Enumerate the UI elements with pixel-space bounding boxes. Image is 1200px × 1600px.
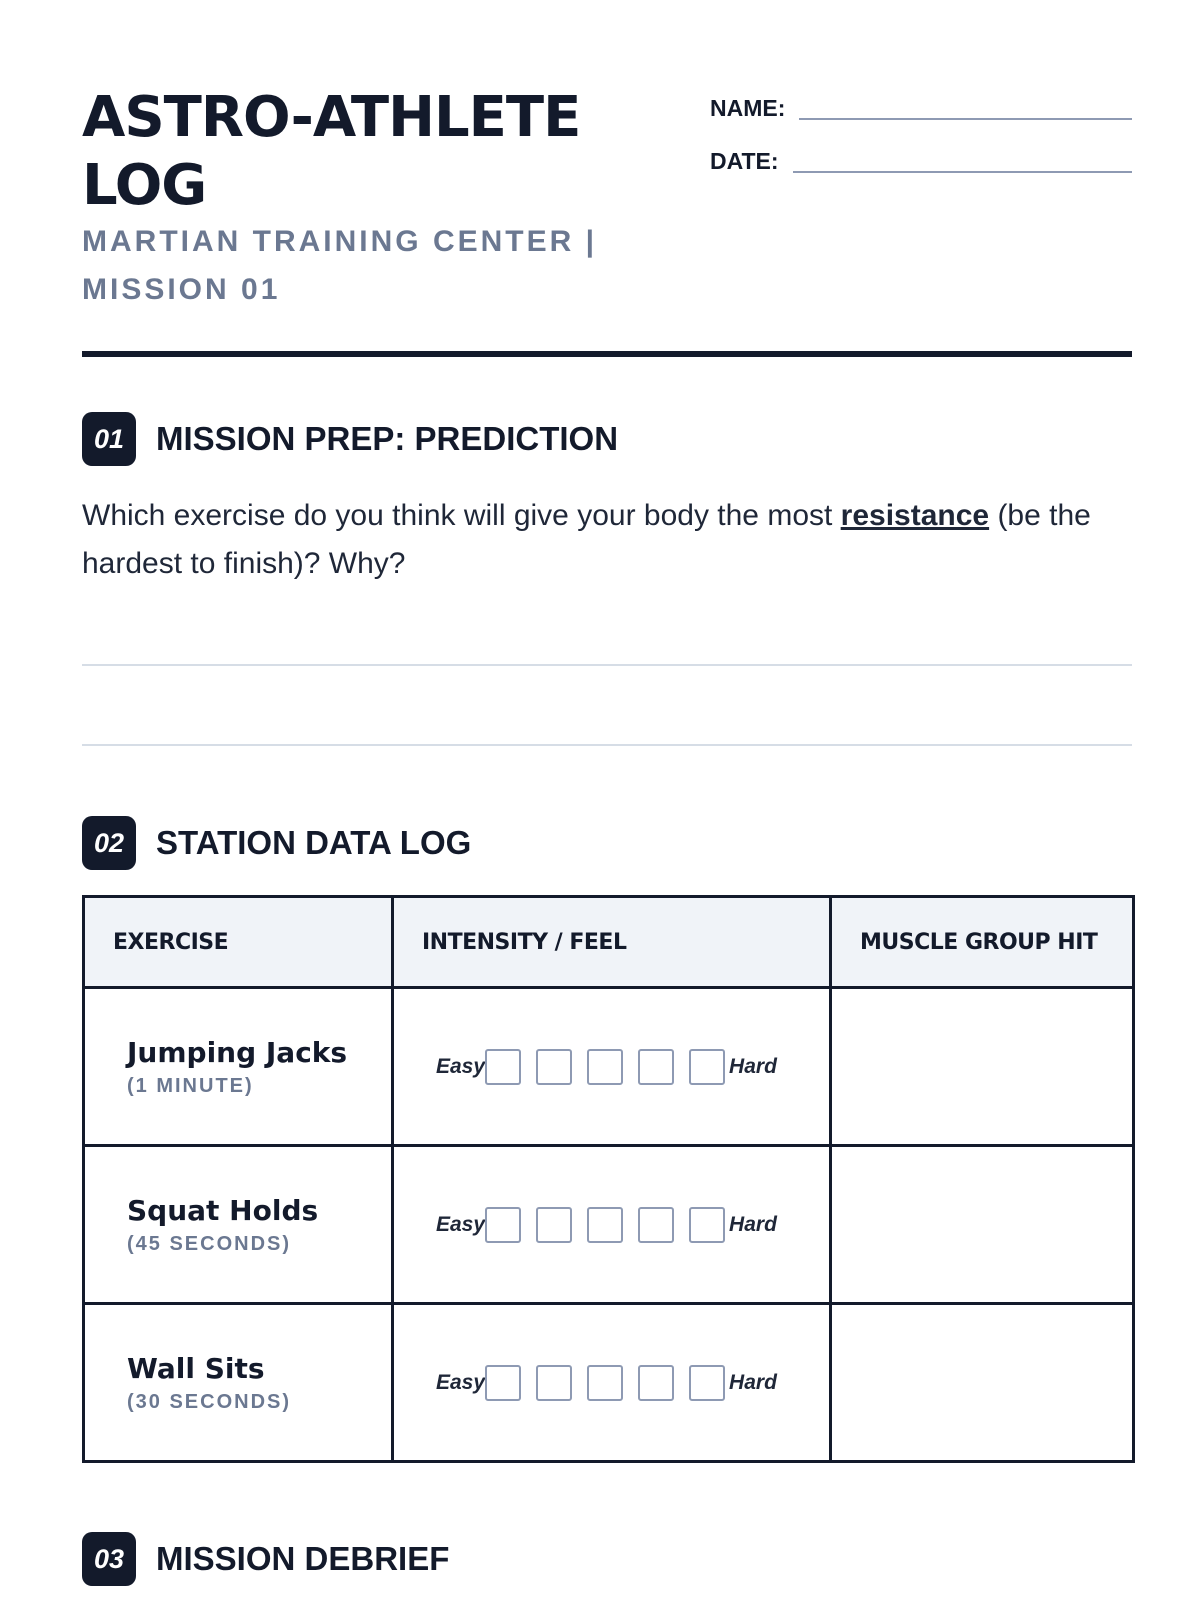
section-number-badge: 02 <box>82 816 136 870</box>
name-field[interactable] <box>710 82 1132 122</box>
scale-easy-label: Easy <box>436 1370 486 1394</box>
exercise-name: Jumping Jacks <box>127 1036 348 1069</box>
muscle-group-cell[interactable] <box>831 1304 1134 1462</box>
intensity-checkbox[interactable] <box>638 1207 674 1243</box>
header-divider <box>82 351 1132 357</box>
table-row <box>84 1146 1134 1304</box>
intensity-checkbox[interactable] <box>689 1365 725 1401</box>
table-row <box>84 988 1134 1146</box>
muscle-group-cell[interactable] <box>831 988 1134 1146</box>
intensity-scale <box>394 1207 829 1243</box>
intensity-checkbox[interactable] <box>536 1365 572 1401</box>
title-line-1: ASTRO-ATHLETE <box>82 85 581 150</box>
answer-line[interactable] <box>82 664 1132 666</box>
prediction-prompt <box>82 492 1132 588</box>
intensity-scale <box>394 1365 829 1401</box>
title-line-2: LOG <box>82 153 207 218</box>
worksheet-header <box>82 0 1132 360</box>
station-data-table <box>82 895 1135 1463</box>
intensity-checkbox[interactable] <box>536 1049 572 1085</box>
intensity-checkbox[interactable] <box>638 1049 674 1085</box>
exercise-cell <box>84 988 393 1146</box>
date-field[interactable] <box>710 135 1132 175</box>
scale-hard-label: Hard <box>729 1370 777 1394</box>
section-data-log-header <box>82 816 471 870</box>
date-line[interactable] <box>793 170 1132 173</box>
intensity-checkbox[interactable] <box>485 1049 521 1085</box>
exercise-cell <box>84 1146 393 1304</box>
intensity-checkbox[interactable] <box>587 1207 623 1243</box>
exercise-duration: (45 SECONDS) <box>127 1233 292 1255</box>
name-label: NAME: <box>710 95 786 121</box>
section-number-badge: 01 <box>82 412 136 466</box>
column-header-exercise: EXERCISE <box>84 897 393 988</box>
section-prediction-header <box>82 412 618 466</box>
column-header-muscle-group: MUSCLE GROUP HIT <box>831 897 1134 988</box>
intensity-checkbox[interactable] <box>587 1049 623 1085</box>
scale-hard-label: Hard <box>729 1054 777 1078</box>
scale-hard-label: Hard <box>729 1212 777 1236</box>
intensity-checkbox[interactable] <box>485 1207 521 1243</box>
date-label: DATE: <box>710 148 779 174</box>
page-title <box>82 84 642 220</box>
prompt-keyword: resistance <box>840 499 990 532</box>
column-header-intensity: INTENSITY / FEEL <box>393 897 831 988</box>
scale-easy-label: Easy <box>436 1212 486 1236</box>
subtitle-line-2: MISSION 01 <box>82 273 281 306</box>
scale-easy-label: Easy <box>436 1054 486 1078</box>
section-title: STATION DATA LOG <box>156 824 472 861</box>
section-debrief-header <box>82 1532 449 1586</box>
intensity-checkbox[interactable] <box>536 1207 572 1243</box>
subtitle-line-1: MARTIAN TRAINING CENTER | <box>82 225 598 258</box>
intensity-cell <box>393 1146 831 1304</box>
exercise-cell <box>84 1304 393 1462</box>
intensity-scale <box>394 1049 829 1085</box>
answer-line[interactable] <box>82 744 1132 746</box>
table-row <box>84 1304 1134 1462</box>
muscle-group-cell[interactable] <box>831 1146 1134 1304</box>
exercise-duration: (1 MINUTE) <box>127 1075 254 1097</box>
exercise-duration: (30 SECONDS) <box>127 1391 292 1413</box>
page-subtitle <box>82 218 642 314</box>
section-title: MISSION PREP: PREDICTION <box>156 420 619 457</box>
intensity-checkbox[interactable] <box>485 1365 521 1401</box>
table-header-row <box>84 897 1134 988</box>
intensity-checkbox[interactable] <box>689 1049 725 1085</box>
exercise-name: Squat Holds <box>127 1194 319 1227</box>
intensity-checkbox[interactable] <box>638 1365 674 1401</box>
exercise-name: Wall Sits <box>127 1352 265 1385</box>
intensity-cell <box>393 1304 831 1462</box>
intensity-checkbox[interactable] <box>689 1207 725 1243</box>
prompt-text-start: Which exercise do you think will give your body the most <box>82 499 841 532</box>
intensity-cell <box>393 988 831 1146</box>
section-number-badge: 03 <box>82 1532 136 1586</box>
prompt-text-end: (be the hardest to finish)? Why? <box>82 499 1091 580</box>
section-title: MISSION DEBRIEF <box>156 1540 450 1577</box>
intensity-checkbox[interactable] <box>587 1365 623 1401</box>
name-line[interactable] <box>799 117 1132 120</box>
